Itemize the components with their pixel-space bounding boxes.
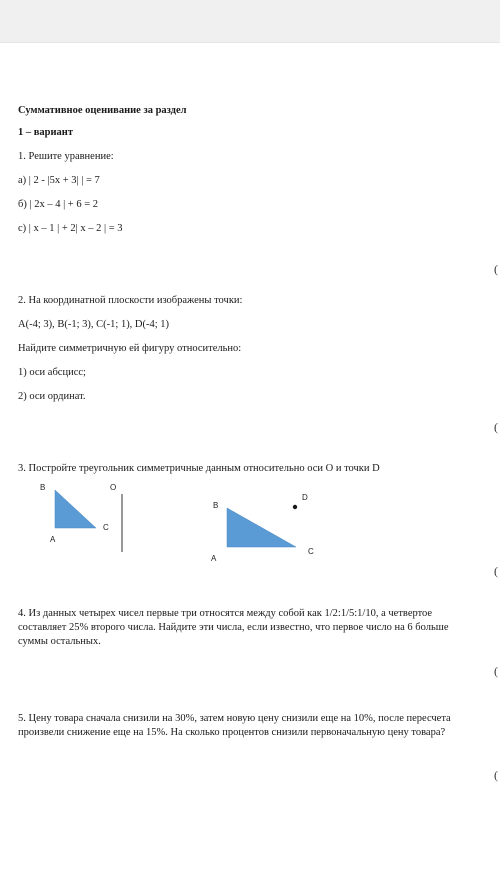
task2-instruction: Найдите симметричную ей фигуру относительно: bbox=[18, 343, 242, 354]
task3-prompt: 3. Постройте треугольник симметричные данным относительно оси О и точки D bbox=[18, 463, 380, 474]
fig2-label-a: A bbox=[211, 554, 217, 563]
fig1-label-a: A bbox=[50, 535, 56, 544]
task2-item2: 2) оси ординат. bbox=[18, 391, 86, 402]
task5-text: 5. Цену товара сначала снизили на 30%, затем новую цену снизили еще на 10%, после пересчета произвели снижение еще на 15%. На сколько процентов снизили первоначальную цену товара? bbox=[18, 713, 451, 738]
fig1-label-o: O bbox=[110, 483, 117, 492]
margin-marker: ( bbox=[494, 768, 498, 782]
triangle-1 bbox=[55, 490, 96, 528]
document-title: Суммативное оценивание за раздел bbox=[18, 105, 187, 116]
fig2-label-b: B bbox=[213, 501, 219, 510]
task3-figures bbox=[0, 42, 500, 895]
top-bar bbox=[0, 0, 500, 43]
task1-item-a: а) | 2 - |5x + 3| | = 7 bbox=[18, 175, 100, 186]
fig2-label-d: D bbox=[302, 493, 308, 502]
task1-item-c: с) | x – 1 | + 2| x – 2 | = 3 bbox=[18, 223, 123, 234]
triangle-2 bbox=[227, 508, 296, 547]
task2-item1: 1) оси абсцисс; bbox=[18, 367, 86, 378]
document-page bbox=[0, 42, 500, 895]
margin-marker: ( bbox=[494, 262, 498, 276]
task4-text: 4. Из данных четырех чисел первые три относятся между собой как 1/2:1/5:1/10, а четвертое составляет 25% второго числа. Найдите эти числа, если известно, что первое число на 6 больше суммы остальных. bbox=[18, 608, 449, 647]
task1-item-b: б) | 2x – 4 | + 6 = 2 bbox=[18, 199, 99, 210]
task2-points: A(-4; 3), B(-1; 3), C(-1; 1), D(-4; 1) bbox=[18, 319, 170, 330]
fig2-label-c: C bbox=[308, 547, 314, 556]
variant-label: 1 – вариант bbox=[18, 127, 74, 138]
fig1-label-c: C bbox=[103, 523, 109, 532]
fig1-label-b: B bbox=[40, 483, 46, 492]
task2-prompt: 2. На координатной плоскости изображены точки: bbox=[18, 295, 243, 306]
point-d bbox=[293, 505, 297, 509]
margin-marker: ( bbox=[494, 420, 498, 434]
margin-marker: ( bbox=[494, 664, 498, 678]
margin-marker: ( bbox=[494, 564, 498, 578]
task1-prompt: 1. Решите уравнение: bbox=[18, 151, 114, 162]
